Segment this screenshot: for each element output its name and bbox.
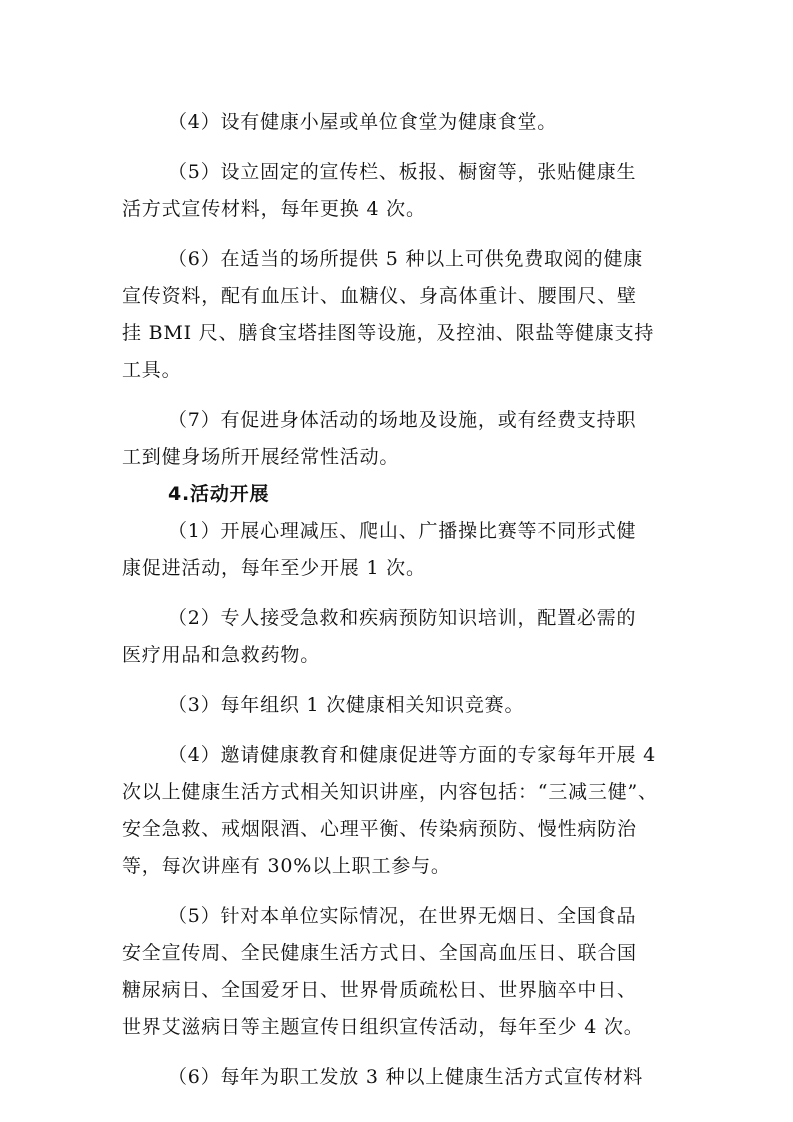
paragraph-item-6-line-4: 工具。 [122,359,182,381]
paragraph-activity-5-line-2: 安全宣传周、全民健康生活方式日、全国高血压日、联合国 [122,942,637,964]
paragraph-item-4-line-1: （4）设有健康小屋或单位食堂为健康食堂。 [168,111,558,133]
paragraph-item-6-line-3: 挂 BMI 尺、膳食宝塔挂图等设施，及控油、限盐等健康支持 [122,322,655,344]
paragraph-activity-1-line-1: （1）开展心理减压、爬山、广播操比赛等不同形式健 [168,520,637,542]
paragraph-item-5-line-2: 活方式宣传材料，每年更换 4 次。 [122,198,426,220]
paragraph-activity-5-line-4: 世界艾滋病日等主题宣传日组织宣传活动，每年至少 4 次。 [122,1016,644,1038]
paragraph-activity-2-line-1: （2）专人接受急救和疾病预防知识培训，配置必需的 [168,607,637,629]
paragraph-activity-4-line-3: 安全急救、戒烟限酒、心理平衡、传染病预防、慢性病防治 [122,818,637,840]
paragraph-activity-1-line-2: 康促进活动，每年至少开展 1 次。 [122,557,426,579]
paragraph-item-5-line-1: （5）设立固定的宣传栏、板报、橱窗等，张贴健康生 [168,161,637,183]
paragraph-item-6-line-2: 宣传资料，配有血压计、血糖仪、身高体重计、腰围尺、壁 [122,285,637,307]
paragraph-activity-6-line-1: （6）每年为职工发放 3 种以上健康生活方式宣传材料 [168,1066,644,1088]
paragraph-item-7-line-1: （7）有促进身体活动的场地及设施，或有经费支持职 [168,409,637,431]
paragraph-activity-3-line-1: （3）每年组织 1 次健康相关知识竞赛。 [168,694,525,716]
paragraph-activity-4-line-1: （4）邀请健康教育和健康促进等方面的专家每年开展 4 [168,744,657,766]
paragraph-activity-5-line-1: （5）针对本单位实际情况，在世界无烟日、全国食品 [168,905,637,927]
paragraph-activity-4-line-4: 等，每次讲座有 30%以上职工参与。 [122,855,451,877]
paragraph-item-7-line-2: 工到健身场所开展经常性活动。 [122,446,400,468]
section-heading: 4.活动开展 [168,483,270,505]
paragraph-item-6-line-1: （6）在适当的场所提供 5 种以上可供免费取阅的健康 [168,248,644,270]
paragraph-activity-5-line-3: 糖尿病日、全国爱牙日、世界骨质疏松日、世界脑卒中日、 [122,979,637,1001]
paragraph-activity-4-line-2: 次以上健康生活方式相关知识讲座，内容包括：“三减三健”、 [122,781,658,803]
paragraph-activity-2-line-2: 医疗用品和急救药物。 [122,644,321,666]
